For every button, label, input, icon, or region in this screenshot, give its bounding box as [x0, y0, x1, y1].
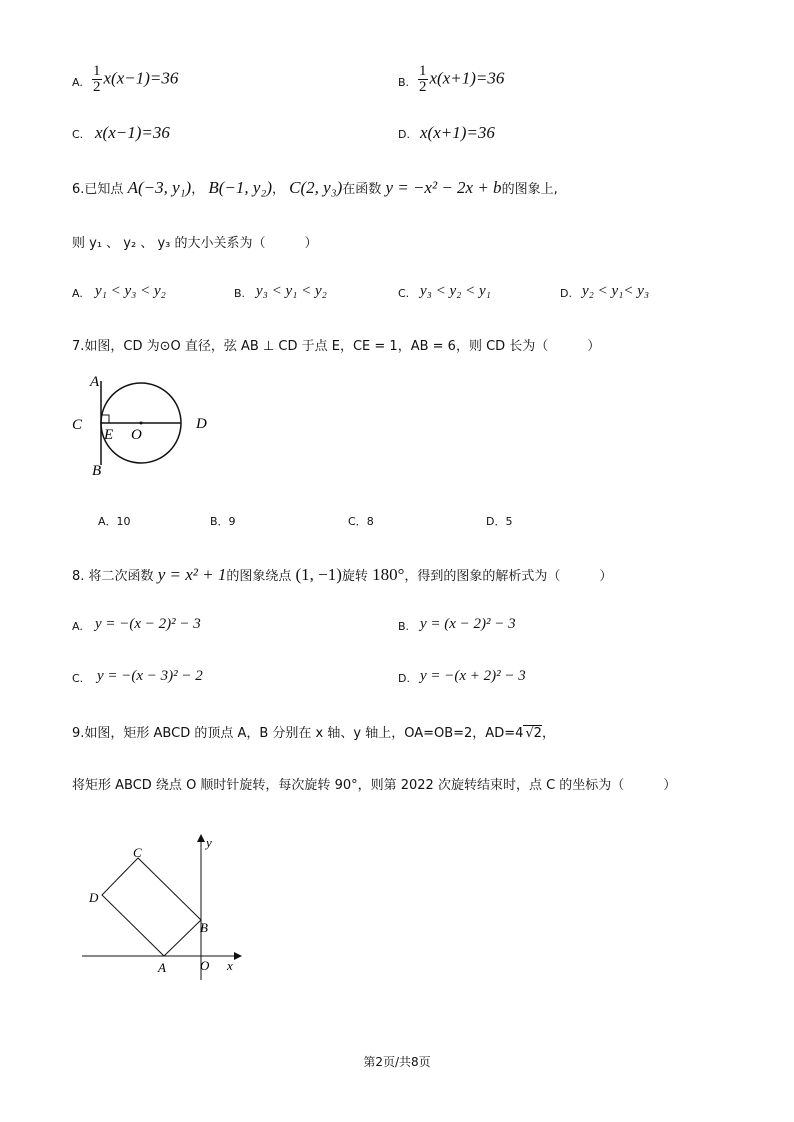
label-c: C	[72, 417, 83, 433]
q5-option-c-label: C.	[72, 128, 84, 141]
x-axis-arrow	[234, 952, 242, 960]
q8-option-a: y = −(x − 2)² − 3	[95, 616, 201, 632]
q7-option-d: D．5	[486, 515, 513, 528]
q6-text: 6.已知点 A(−3, y₁)， B(−1, y₂)， C(2, y₃)在函数 y = −x² − 2x + b的图象上,	[72, 178, 558, 197]
q8-option-d: y = −(x + 2)² − 3	[420, 668, 526, 684]
q6-option-a-label: A.	[72, 287, 83, 300]
label-a: A	[158, 960, 166, 975]
q5-option-a-label: A.	[72, 76, 83, 89]
label-o: O	[200, 958, 210, 973]
q7-circle-figure	[68, 368, 218, 480]
q5-option-b-label: B.	[398, 76, 410, 89]
sqrt-radicand: √2	[525, 726, 542, 741]
q8-option-d-label: D.	[398, 672, 410, 685]
q7-text: 7.如图，CD 为⊙O 直径，弦 AB ⊥ CD 于点 E，CE = 1，AB = 6，则 CD 长为（ ）	[72, 339, 601, 354]
label-c: C	[133, 845, 142, 860]
q6-option-b-label: B.	[234, 287, 246, 300]
q5-option-a-fraction: $\frac{1}{2}$	[93, 63, 101, 95]
q7-option-a: A．10	[98, 515, 131, 528]
q6-option-c-label: C.	[398, 287, 410, 300]
q7-option-c: C．8	[348, 515, 374, 528]
q6-option-a: y₁ < y₃ < y₂	[95, 283, 166, 299]
q6-option-c: y₃ < y₂ < y₁	[420, 283, 491, 299]
q8-option-b: y = (x − 2)² − 3	[420, 616, 516, 632]
q8-text: 8. 将二次函数 y = x² + 1的图象绕点 (1, −1)旋转 180°，得到的图象的解析式为（ ）	[72, 565, 613, 584]
label-b: B	[92, 463, 102, 479]
page-footer: 第2页/共8页	[363, 1055, 431, 1069]
q5-option-d-label: D.	[398, 128, 410, 141]
q5-option-a: $\frac{1}{2}$ x(x−1)=36	[93, 63, 179, 95]
q8-option-a-label: A.	[72, 620, 83, 633]
q9-rectangle-figure	[72, 830, 252, 980]
label-o: O	[131, 427, 142, 443]
q7-option-b: B．9	[210, 515, 236, 528]
q5-option-b: $\frac{1}{2}$ x(x+1)=36	[419, 63, 505, 95]
q8-option-b-label: B.	[398, 620, 410, 633]
label-x: x	[227, 958, 233, 973]
q5-option-d: x(x+1)=36	[420, 123, 495, 142]
label-d: D	[89, 890, 99, 905]
q9-text: 9.如图，矩形 ABCD 的顶点 A，B 分别在 x 轴、y 轴上，OA=OB=2，AD=4 √2，	[72, 726, 555, 741]
label-a: A	[90, 374, 100, 390]
rectangle-abcd	[102, 858, 201, 956]
label-d: D	[196, 416, 207, 432]
q6-option-d-label: D.	[560, 287, 572, 300]
label-y: y	[206, 835, 212, 850]
q5-option-c: x(x−1)=36	[95, 123, 170, 142]
q6-question: 则 y₁ 、 y₂ 、 y₃ 的大小关系为（ ）	[72, 236, 318, 251]
q8-option-c-label: C.	[72, 672, 84, 685]
q5-option-b-fraction: $\frac{1}{2}$	[419, 63, 427, 95]
label-e: E	[104, 427, 114, 443]
q6-option-d: y₂ < y₁< y₃	[582, 283, 650, 299]
q9-question: 将矩形 ABCD 绕点 O 顺时针旋转，每次旋转 90°，则第 2022 次旋转结束时，点 C 的坐标为（ ）	[72, 778, 677, 793]
center-point	[140, 422, 143, 425]
q8-option-c: y = −(x − 3)² − 2	[97, 668, 203, 684]
q6-option-b: y₃ < y₁ < y₂	[256, 283, 327, 299]
y-axis-arrow	[197, 834, 205, 842]
label-b: B	[200, 920, 208, 935]
